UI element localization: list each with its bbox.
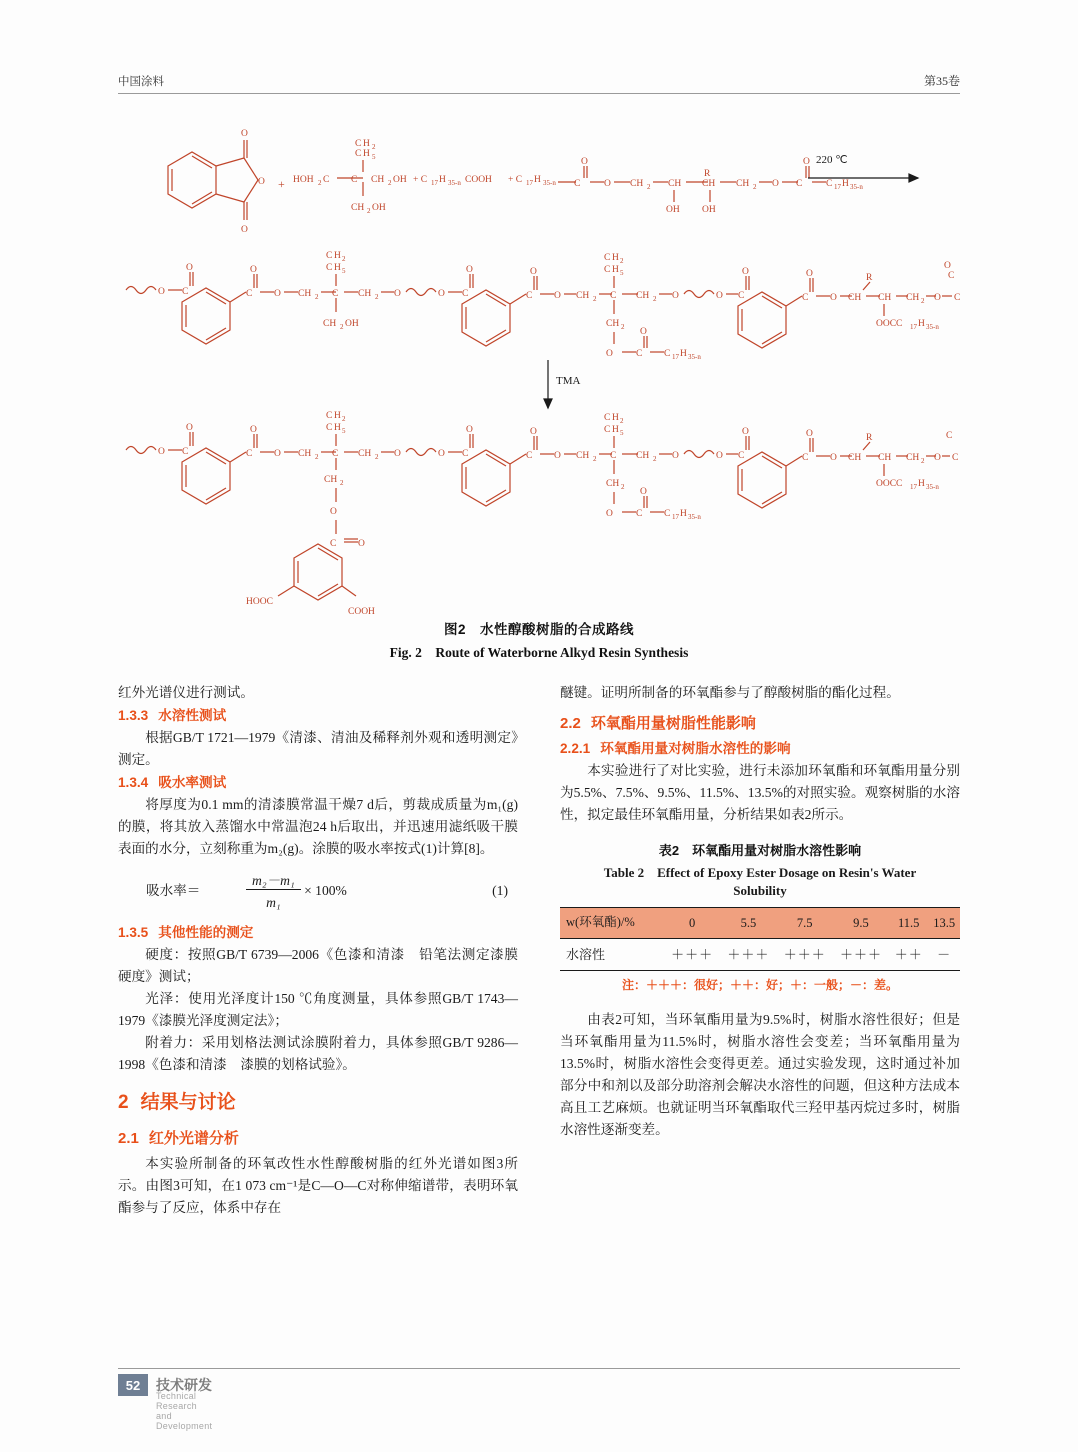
svg-text:2: 2 <box>593 455 597 463</box>
svg-text:C: C <box>246 449 253 459</box>
svg-text:H: H <box>612 425 619 435</box>
svg-text:O: O <box>438 449 445 459</box>
svg-text:2: 2 <box>315 453 319 461</box>
svg-text:C: C <box>462 289 469 299</box>
svg-text:O: O <box>358 539 365 549</box>
paragraph-2-2-1: 本实验进行了对比实验，进行未添加环氧酯和环氧酯用量分别为5.5%、7.5%、9.5%、11.5%、13.5%的对照实验。观察树脂的水溶性，拟定最佳环氧酯用量，分析结果如表2所示。 <box>560 763 960 823</box>
heading-section-2-number: 2 <box>118 1092 129 1114</box>
svg-text:O: O <box>394 289 401 299</box>
svg-text:CH: CH <box>636 451 650 461</box>
svg-text:CH: CH <box>358 449 372 459</box>
svg-text:O: O <box>604 179 611 189</box>
footer <box>118 1374 213 1431</box>
svg-text:O: O <box>803 157 810 167</box>
svg-text:O: O <box>606 509 613 519</box>
svg-text:C: C <box>355 149 362 159</box>
svg-text:H: H <box>612 413 619 423</box>
svg-text:O: O <box>934 453 941 463</box>
heading-1-3-3-number: 1.3.3 <box>118 708 149 724</box>
svg-text:2: 2 <box>375 293 379 301</box>
svg-text:COOH: COOH <box>465 175 492 185</box>
svg-text:C: C <box>738 291 745 301</box>
left-column <box>118 682 518 1219</box>
svg-text:CH: CH <box>630 179 644 189</box>
heading-2-1-title: 红外光谱分析 <box>148 1130 239 1147</box>
equation-1-fraction <box>246 870 301 914</box>
svg-text:2: 2 <box>342 415 346 423</box>
svg-text:35-n: 35-n <box>543 179 556 187</box>
svg-text:35-n: 35-n <box>688 513 701 521</box>
paragraph-1-3-3: 根据GB/T 1721—1979《清漆、清油及稀释剂外观和透明测定》测定。 <box>118 730 518 768</box>
table-2-cell: ＋＋ <box>889 938 928 970</box>
svg-text:2: 2 <box>342 255 346 263</box>
svg-text:HOOC: HOOC <box>246 597 273 607</box>
scheme-svg <box>118 108 960 628</box>
svg-text:O: O <box>640 327 647 337</box>
svg-text:17: 17 <box>910 483 917 491</box>
svg-text:O: O <box>250 265 257 275</box>
svg-text:O: O <box>186 263 193 273</box>
svg-text:O: O <box>672 451 679 461</box>
table-2-caption-en-line1: Table 2 Effect of Epoxy Ester Dosage on Resin's Water <box>603 865 917 881</box>
svg-text:OOCC: OOCC <box>876 319 903 329</box>
svg-text:O: O <box>934 293 941 303</box>
svg-text:OH: OH <box>345 319 359 329</box>
svg-text:O: O <box>530 427 537 437</box>
svg-text:2: 2 <box>620 417 624 425</box>
svg-text:O: O <box>158 447 165 457</box>
svg-text:CH: CH <box>848 453 862 463</box>
svg-text:C: C <box>246 289 253 299</box>
heading-2-2-number: 2.2 <box>560 715 581 733</box>
svg-text:17: 17 <box>834 183 841 191</box>
svg-text:C: C <box>526 451 533 461</box>
heading-2-2-1-number: 2.2.1 <box>560 741 591 757</box>
svg-text:O: O <box>466 425 473 435</box>
table-2-header-cell: 9.5 <box>833 907 889 938</box>
figure-caption-cn: 图2 水性醇酸树脂的合成路线 <box>443 622 634 637</box>
heading-2-2-1-title: 环氧酯用量对树脂水溶性的影响 <box>600 741 791 757</box>
svg-text:CH: CH <box>878 293 892 303</box>
equation-1-expression <box>246 870 347 914</box>
table-2-cell: ＋＋＋ <box>777 938 833 970</box>
svg-text:CH: CH <box>298 289 312 299</box>
svg-text:2: 2 <box>315 293 319 301</box>
svg-text:5: 5 <box>342 427 346 435</box>
heading-1-3-5 <box>118 922 518 944</box>
svg-text:5: 5 <box>342 267 346 275</box>
svg-text:O: O <box>716 451 723 461</box>
svg-text:O: O <box>158 287 165 297</box>
svg-text:OOCC: OOCC <box>876 479 903 489</box>
running-head <box>118 72 960 89</box>
svg-text:C: C <box>796 179 803 189</box>
svg-text:H: H <box>363 149 370 159</box>
svg-text:CH: CH <box>878 453 892 463</box>
footer-section-cn: 技术研发 <box>156 1377 212 1393</box>
svg-text:O: O <box>241 129 248 139</box>
svg-text:O: O <box>806 429 813 439</box>
equation-1-number: (1) <box>492 883 508 899</box>
heading-2-2-1 <box>560 738 960 760</box>
svg-text:O: O <box>806 269 813 279</box>
svg-text:R: R <box>704 169 711 179</box>
heading-1-3-5-title: 其他性能的测定 <box>158 925 254 941</box>
page-number-badge: 52 <box>118 1374 148 1396</box>
svg-text:H: H <box>918 319 925 329</box>
heading-2-1-number: 2.1 <box>118 1130 139 1147</box>
svg-text:O: O <box>241 225 248 235</box>
svg-text:C: C <box>826 179 833 189</box>
svg-text:+ C: + C <box>508 175 523 185</box>
body-columns <box>118 682 960 1342</box>
svg-text:O: O <box>186 423 193 433</box>
svg-text:CH: CH <box>324 475 338 485</box>
svg-text:C: C <box>954 293 960 303</box>
heading-2-1 <box>118 1127 518 1151</box>
svg-text:H: H <box>363 139 370 149</box>
svg-text:O: O <box>830 293 837 303</box>
svg-text:C: C <box>332 449 339 459</box>
paragraph-hardness: 硬度：按照GB/T 6739—2006《色漆和清漆 铅笔法测定漆膜硬度》测试； <box>118 947 518 985</box>
svg-text:C: C <box>326 411 333 421</box>
svg-text:2: 2 <box>593 295 597 303</box>
svg-text:O: O <box>274 449 281 459</box>
svg-text:O: O <box>606 349 613 359</box>
svg-text:C: C <box>610 291 617 301</box>
svg-text:OH: OH <box>393 175 407 185</box>
svg-text:OH: OH <box>372 203 386 213</box>
svg-text:17: 17 <box>910 323 917 331</box>
heading-section-2 <box>118 1088 518 1119</box>
svg-text:O: O <box>274 289 281 299</box>
svg-text:35-n: 35-n <box>926 483 939 491</box>
svg-text:O: O <box>830 453 837 463</box>
heading-1-3-4 <box>118 772 518 794</box>
svg-text:C: C <box>664 349 671 359</box>
table-2-cell: ＋＋＋ <box>664 938 720 970</box>
heading-1-3-4-title: 吸水率测试 <box>158 775 227 791</box>
svg-text:C: C <box>604 253 611 263</box>
svg-text:2: 2 <box>372 143 376 151</box>
heading-1-3-3 <box>118 705 518 727</box>
svg-text:C: C <box>636 509 643 519</box>
svg-text:C: C <box>574 179 581 189</box>
svg-text:2: 2 <box>621 483 625 491</box>
svg-text:CH: CH <box>371 175 385 185</box>
svg-text:17: 17 <box>431 179 438 187</box>
running-head-left: 中国涂料 <box>118 76 164 88</box>
svg-text:CH: CH <box>606 319 620 329</box>
svg-text:35-n: 35-n <box>850 183 863 191</box>
svg-text:CH: CH <box>576 451 590 461</box>
table-2-header-cell: 13.5 <box>928 907 960 938</box>
svg-text:35-n: 35-n <box>448 179 461 187</box>
svg-text:C: C <box>330 539 337 549</box>
svg-text:C: C <box>326 263 333 273</box>
table-row <box>560 938 960 970</box>
equation-1-label: 吸水率＝ <box>146 883 201 899</box>
paragraph-continued: 红外光谱仪进行测试。 <box>118 685 254 700</box>
svg-text:C: C <box>351 175 358 185</box>
svg-text:C: C <box>526 291 533 301</box>
svg-text:2: 2 <box>340 479 344 487</box>
table-2-header-cell: 7.5 <box>777 907 833 938</box>
svg-text:HOH: HOH <box>293 175 314 185</box>
svg-text:2: 2 <box>753 183 757 191</box>
svg-text:5: 5 <box>620 269 624 277</box>
table-2-caption-cn: 表2 环氧酯用量对树脂水溶性影响 <box>658 843 862 859</box>
svg-text:C: C <box>182 287 189 297</box>
table-2-cell: － <box>928 938 960 970</box>
svg-text:O: O <box>438 289 445 299</box>
svg-text:OH: OH <box>666 205 680 215</box>
table-2-note: 注：＋＋＋：很好；＋＋：好；＋：一般；－：差。 <box>621 977 898 992</box>
equation-1 <box>118 868 518 914</box>
svg-text:2: 2 <box>921 297 925 305</box>
svg-text:+: + <box>278 177 285 191</box>
svg-text:O: O <box>554 291 561 301</box>
svg-text:2: 2 <box>367 207 371 215</box>
svg-text:H: H <box>680 349 687 359</box>
svg-text:O: O <box>716 291 723 301</box>
svg-text:O: O <box>394 449 401 459</box>
running-head-right: 第35卷 <box>923 74 960 88</box>
svg-text:CH: CH <box>736 179 750 189</box>
table-2-header-first: w(环氧酯)/% <box>560 907 664 938</box>
paragraph-continued-right: 醚键。证明所制备的环氧酯参与了醇酸树脂的酯化过程。 <box>560 685 900 700</box>
svg-text:C: C <box>323 175 330 185</box>
svg-text:C: C <box>664 509 671 519</box>
svg-text:2: 2 <box>375 453 379 461</box>
paragraph-2-1: 本实验所制备的环氧改性水性醇酸树脂的红外光谱如图3所示。由图3可知，在1 073 cm⁻¹是C—O—C对称伸缩谱带，表明环氧酯参与了反应，体系中存在 <box>118 1156 518 1216</box>
svg-text:O: O <box>640 487 647 497</box>
svg-text:H: H <box>842 179 849 189</box>
svg-text:H: H <box>534 175 541 185</box>
svg-text:C: C <box>738 451 745 461</box>
synthesis-scheme-figure <box>118 108 960 628</box>
svg-text:O: O <box>742 267 749 277</box>
svg-text:C: C <box>355 139 362 149</box>
equation-1-denominator: m₁ <box>266 895 281 911</box>
table-2-header-cell: 11.5 <box>889 907 928 938</box>
svg-text:O: O <box>258 177 265 187</box>
heading-2-2 <box>560 712 960 736</box>
table-2 <box>560 907 960 971</box>
svg-text:OH: OH <box>702 205 716 215</box>
paragraph-1-3-4: 将厚度为0.1 mm的清漆膜常温干燥7 d后，剪裁成质量为m₁(g)的膜，将其放入蒸馏水中常温泡24 h后取出，并迅速用滤纸吸干膜表面的水分，立刻称重为m₂(g)。涂膜的吸水率按式(1)计算[8]。 <box>118 797 518 857</box>
svg-text:CH: CH <box>636 291 650 301</box>
svg-text:C: C <box>326 251 333 261</box>
paragraph-adhesion: 附着力：采用划格法测试涂膜附着力，具体参照GB/T 9286—1998《色漆和清漆 漆膜的划格试验》。 <box>118 1035 518 1073</box>
svg-text:R: R <box>866 273 873 283</box>
heading-section-2-title: 结果与讨论 <box>140 1092 236 1114</box>
svg-text:C: C <box>604 425 611 435</box>
table-2-caption-en <box>560 864 960 899</box>
svg-text:CH: CH <box>298 449 312 459</box>
svg-text:O: O <box>581 157 588 167</box>
svg-text:CH: CH <box>576 291 590 301</box>
svg-text:C: C <box>948 271 955 281</box>
svg-text:C: C <box>946 431 953 441</box>
svg-text:5: 5 <box>372 153 376 161</box>
heading-2-2-title: 环氧酯用量树脂性能影响 <box>590 715 756 733</box>
svg-text:17: 17 <box>526 179 533 187</box>
heading-1-3-3-title: 水溶性测试 <box>158 708 227 724</box>
svg-text:2: 2 <box>340 323 344 331</box>
reaction-temperature-label: 220 ℃ <box>816 154 848 166</box>
figure-caption-en: Fig. 2 Route of Waterborne Alkyd Resin Synthesis <box>389 645 689 660</box>
svg-text:C: C <box>182 447 189 457</box>
svg-text:CH: CH <box>702 179 716 189</box>
svg-text:H: H <box>334 423 341 433</box>
footer-section-en: Technical Research and Development <box>156 1391 213 1431</box>
svg-text:2: 2 <box>653 295 657 303</box>
paragraph-gloss: 光泽：使用光泽度计150 ℃角度测量，具体参照GB/T 1743—1979《漆膜光泽度测定法》； <box>118 991 518 1029</box>
svg-text:C: C <box>610 451 617 461</box>
svg-text:C: C <box>326 423 333 433</box>
svg-text:CH: CH <box>323 319 337 329</box>
svg-text:2: 2 <box>647 183 651 191</box>
svg-text:O: O <box>672 291 679 301</box>
svg-text:R: R <box>866 433 873 443</box>
svg-text:2: 2 <box>621 323 625 331</box>
svg-text:C: C <box>636 349 643 359</box>
svg-text:H: H <box>334 411 341 421</box>
svg-text:CH: CH <box>848 293 862 303</box>
equation-1-numerator: m₂－m₁ <box>246 873 301 890</box>
svg-text:O: O <box>330 507 337 517</box>
svg-text:H: H <box>612 253 619 263</box>
table-2-cell: ＋＋＋ <box>833 938 889 970</box>
footer-rule <box>118 1368 960 1369</box>
svg-text:2: 2 <box>653 455 657 463</box>
svg-text:35-n: 35-n <box>688 353 701 361</box>
header-rule <box>118 93 960 94</box>
svg-text:H: H <box>612 265 619 275</box>
table-2-caption-en-line2: Solubility <box>733 882 787 898</box>
table-2-header-cell: 0 <box>664 907 720 938</box>
svg-text:C: C <box>952 453 959 463</box>
svg-text:C: C <box>332 289 339 299</box>
svg-text:2: 2 <box>620 257 624 265</box>
svg-text:O: O <box>944 261 951 271</box>
heading-1-3-4-number: 1.3.4 <box>118 775 149 791</box>
tma-label: TMA <box>556 375 581 387</box>
table-2-caption <box>560 840 960 899</box>
svg-text:5: 5 <box>620 429 624 437</box>
svg-text:H: H <box>334 263 341 273</box>
svg-text:+ C: + C <box>413 175 428 185</box>
svg-text:H: H <box>439 175 446 185</box>
table-2-row-label: 水溶性 <box>560 938 664 970</box>
svg-text:2: 2 <box>318 179 322 187</box>
heading-1-3-5-number: 1.3.5 <box>118 925 149 941</box>
svg-text:H: H <box>680 509 687 519</box>
paragraph-table-discussion: 由表2可知，当环氧酯用量为9.5%时，树脂水溶性很好；但是当环氧酯用量为11.5%时，树脂水溶性会变差；当环氧酯用量为13.5%时，树脂水溶性会变得更差。通过实验发现，这时通过补加部分中和剂以及部分助溶剂会解决水溶性的问题，但这种方法成本高且工艺麻烦。也就证明当环氧酯取代三羟甲基丙烷过多时，树脂水溶性逐渐变差。 <box>560 1012 960 1138</box>
svg-text:O: O <box>742 427 749 437</box>
svg-text:H: H <box>334 251 341 261</box>
svg-text:C: C <box>802 293 809 303</box>
svg-text:COOH: COOH <box>348 607 375 617</box>
svg-text:CH: CH <box>668 179 682 189</box>
svg-text:17: 17 <box>672 513 679 521</box>
table-2-header-cell: 5.5 <box>720 907 776 938</box>
svg-text:C: C <box>604 413 611 423</box>
table-2-header-row <box>560 907 960 938</box>
svg-text:CH: CH <box>606 479 620 489</box>
svg-text:C: C <box>604 265 611 275</box>
right-column <box>560 682 960 1141</box>
svg-text:C: C <box>802 453 809 463</box>
figure-caption <box>118 618 960 661</box>
svg-text:CH: CH <box>358 289 372 299</box>
svg-text:CH: CH <box>906 293 920 303</box>
svg-text:CH: CH <box>906 453 920 463</box>
svg-text:CH: CH <box>351 203 365 213</box>
svg-text:O: O <box>554 451 561 461</box>
svg-text:O: O <box>772 179 779 189</box>
svg-text:35-n: 35-n <box>926 323 939 331</box>
svg-text:O: O <box>250 425 257 435</box>
equation-1-tail: × 100% <box>304 883 347 899</box>
table-2-cell: ＋＋＋ <box>720 938 776 970</box>
svg-text:17: 17 <box>672 353 679 361</box>
svg-text:C: C <box>462 449 469 459</box>
svg-text:O: O <box>530 267 537 277</box>
svg-text:2: 2 <box>388 179 392 187</box>
svg-text:2: 2 <box>921 457 925 465</box>
svg-text:H: H <box>918 479 925 489</box>
svg-text:O: O <box>466 265 473 275</box>
